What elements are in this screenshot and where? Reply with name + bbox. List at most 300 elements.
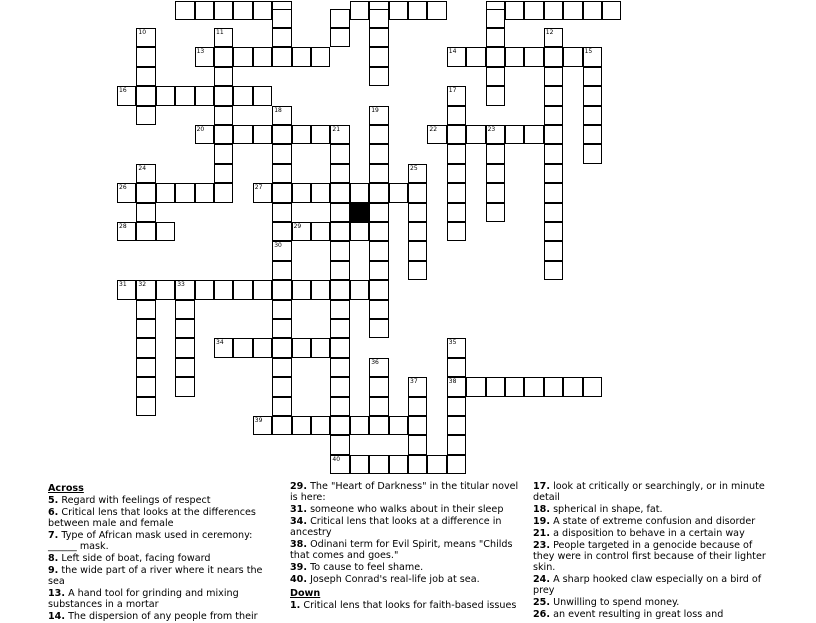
clue-item xyxy=(48,495,268,506)
grid-cell[interactable] xyxy=(330,164,349,183)
grid-cell[interactable] xyxy=(136,377,155,396)
grid-cell[interactable] xyxy=(369,261,388,280)
grid-cell[interactable] xyxy=(408,241,427,260)
grid-cell[interactable] xyxy=(156,86,175,105)
grid-cell[interactable] xyxy=(175,300,194,319)
clue-item xyxy=(533,574,773,596)
grid-cell[interactable] xyxy=(369,397,388,416)
grid-cell[interactable] xyxy=(408,397,427,416)
grid-cell[interactable] xyxy=(350,455,369,474)
clue-item xyxy=(290,562,520,573)
grid-cell[interactable] xyxy=(369,144,388,163)
clue-number: 26 xyxy=(119,184,127,192)
grid-cell[interactable] xyxy=(466,377,485,396)
grid-cell[interactable] xyxy=(408,183,427,202)
clue-item xyxy=(48,507,268,529)
grid-cell[interactable] xyxy=(505,125,524,144)
grid-cell[interactable] xyxy=(330,319,349,338)
grid-cell[interactable] xyxy=(583,67,602,86)
clue-item xyxy=(290,516,520,538)
clue-item-text: Joseph Conrad's real-life job at sea. xyxy=(310,574,480,585)
clue-item-number: 24. xyxy=(533,574,550,585)
clue-number: 17 xyxy=(448,87,457,95)
grid-cell[interactable] xyxy=(602,1,621,20)
clue-number: 36 xyxy=(371,358,379,366)
grid-cell[interactable] xyxy=(544,222,563,241)
clue-number: 25 xyxy=(410,164,418,172)
grid-cell[interactable] xyxy=(427,1,446,20)
grid-cell[interactable] xyxy=(486,86,505,105)
grid-cell[interactable] xyxy=(544,106,563,125)
clue-column-3 xyxy=(533,480,773,621)
clue-number: 28 xyxy=(119,223,127,230)
clue-item-number: 40. xyxy=(290,574,307,585)
grid-cell[interactable] xyxy=(544,1,563,20)
grid-cell[interactable] xyxy=(408,261,427,280)
clue-number: 20 xyxy=(196,126,205,133)
grid-cell[interactable] xyxy=(292,183,311,202)
grid-cell[interactable] xyxy=(253,47,272,66)
grid-cell[interactable] xyxy=(350,1,369,20)
grid-cell[interactable] xyxy=(544,67,563,86)
grid-cell[interactable] xyxy=(136,300,155,319)
grid-cell[interactable] xyxy=(272,300,291,319)
grid-cell[interactable] xyxy=(272,28,291,47)
grid-cell[interactable] xyxy=(563,47,582,66)
grid-cell[interactable] xyxy=(175,1,194,20)
clue-item xyxy=(48,611,268,622)
grid-cell[interactable] xyxy=(272,416,291,435)
grid-cell[interactable] xyxy=(175,86,194,105)
grid-cell[interactable] xyxy=(369,203,388,222)
grid-cell[interactable] xyxy=(350,280,369,299)
grid-cell[interactable] xyxy=(563,1,582,20)
clue-number: 21 xyxy=(332,126,341,133)
grid-cell[interactable] xyxy=(486,377,505,396)
clue-item-number: 14. xyxy=(48,611,65,622)
grid-cell[interactable] xyxy=(524,47,543,66)
grid-cell[interactable] xyxy=(350,183,369,202)
grid-cell[interactable] xyxy=(272,144,291,163)
grid-cell[interactable] xyxy=(544,144,563,163)
clue-column-2 xyxy=(290,480,520,612)
grid-cell[interactable] xyxy=(272,261,291,280)
grid-cell[interactable] xyxy=(330,144,349,163)
grid-cell[interactable] xyxy=(136,106,155,125)
clue-item xyxy=(533,504,773,515)
clue-heading: Down xyxy=(290,588,321,599)
clue-item-number: 9. xyxy=(48,565,59,576)
grid-cell[interactable] xyxy=(350,222,369,241)
black-square xyxy=(350,203,369,222)
grid-cell[interactable] xyxy=(214,67,233,86)
clue-number: 39 xyxy=(254,417,263,424)
grid-cell[interactable] xyxy=(311,338,330,357)
clue-item xyxy=(290,600,520,611)
clue-list xyxy=(0,480,816,620)
grid-cell[interactable] xyxy=(486,164,505,183)
clue-number: 37 xyxy=(410,378,418,386)
grid-cell[interactable] xyxy=(505,377,524,396)
grid-cell[interactable] xyxy=(408,416,427,435)
grid-cell[interactable] xyxy=(214,86,233,105)
clue-item-text: People targeted in a genocide because of they were in control first because of their lighter skin. xyxy=(533,540,766,573)
grid-cell[interactable] xyxy=(233,86,252,105)
grid-cell[interactable] xyxy=(136,222,155,241)
grid-cell[interactable] xyxy=(544,183,563,202)
grid-cell[interactable] xyxy=(175,377,194,396)
clue-item xyxy=(533,481,773,503)
grid-cell[interactable] xyxy=(408,1,427,20)
clue-item-text: look at critically or searchingly, or in minute detail xyxy=(533,481,765,503)
grid-cell[interactable] xyxy=(447,435,466,454)
grid-cell[interactable] xyxy=(524,125,543,144)
grid-cell[interactable] xyxy=(408,435,427,454)
grid-cell[interactable] xyxy=(136,203,155,222)
grid-cell[interactable] xyxy=(311,47,330,66)
grid-cell[interactable] xyxy=(486,203,505,222)
grid-cell[interactable] xyxy=(486,47,505,66)
clue-item-number: 26. xyxy=(533,609,550,620)
grid-cell[interactable] xyxy=(583,86,602,105)
clue-number: 12 xyxy=(545,29,554,36)
clue-item xyxy=(48,588,268,610)
grid-cell[interactable] xyxy=(447,358,466,377)
grid-cell[interactable] xyxy=(195,183,214,202)
grid-cell[interactable] xyxy=(272,338,291,357)
grid-cell[interactable] xyxy=(195,280,214,299)
clue-item xyxy=(48,530,268,552)
grid-cell[interactable] xyxy=(330,222,349,241)
clue-item-text: A sharp hooked claw especially on a bird of prey xyxy=(533,574,762,596)
grid-cell[interactable] xyxy=(175,319,194,338)
grid-cell[interactable] xyxy=(369,280,388,299)
clue-number: 31 xyxy=(119,281,127,289)
clue-item xyxy=(290,481,520,503)
grid-cell[interactable] xyxy=(272,9,291,28)
grid-cell[interactable] xyxy=(214,106,233,125)
grid-cell[interactable] xyxy=(389,183,408,202)
grid-cell[interactable] xyxy=(272,203,291,222)
grid-cell[interactable] xyxy=(330,280,349,299)
grid-cell[interactable] xyxy=(311,416,330,435)
grid-cell[interactable] xyxy=(369,319,388,338)
grid-cell[interactable] xyxy=(330,183,349,202)
grid-cell[interactable] xyxy=(233,125,252,144)
grid-cell[interactable] xyxy=(544,377,563,396)
grid-cell[interactable] xyxy=(272,358,291,377)
grid-cell[interactable] xyxy=(214,183,233,202)
grid-cell[interactable] xyxy=(330,261,349,280)
grid-cell[interactable] xyxy=(466,47,485,66)
clue-item-text: The dispersion of any people from their xyxy=(68,611,258,622)
grid-cell[interactable] xyxy=(486,28,505,47)
clue-number: 14 xyxy=(448,48,457,56)
grid-cell[interactable] xyxy=(524,377,543,396)
clue-item-text: A hand tool for grinding and mixing substances in a mortar xyxy=(48,588,239,610)
clue-item-text: Unwilling to spend money. xyxy=(553,597,680,608)
clue-number: 38 xyxy=(448,378,457,386)
grid-cell[interactable] xyxy=(447,416,466,435)
clue-item xyxy=(533,516,773,527)
clue-number: 30 xyxy=(274,242,282,250)
grid-cell[interactable] xyxy=(136,183,155,202)
grid-cell[interactable] xyxy=(330,28,349,47)
grid-cell[interactable] xyxy=(544,164,563,183)
clue-number: 13 xyxy=(196,48,205,56)
grid-cell[interactable] xyxy=(214,280,233,299)
grid-cell[interactable] xyxy=(544,86,563,105)
clue-number: 19 xyxy=(371,106,379,114)
grid-cell[interactable] xyxy=(272,319,291,338)
grid-cell[interactable] xyxy=(389,416,408,435)
grid-cell[interactable] xyxy=(292,280,311,299)
grid-cell[interactable] xyxy=(330,416,349,435)
grid-cell[interactable] xyxy=(175,358,194,377)
grid-cell[interactable] xyxy=(136,397,155,416)
clue-item xyxy=(533,540,773,573)
grid-cell[interactable] xyxy=(369,9,388,28)
grid-cell[interactable] xyxy=(583,144,602,163)
grid-cell[interactable] xyxy=(486,9,505,28)
clue-item-text: Odinani term for Evil Spirit, means "Childs that comes and goes." xyxy=(290,539,513,561)
clue-number: 18 xyxy=(274,106,282,114)
clue-number: 11 xyxy=(216,29,224,36)
grid-cell[interactable] xyxy=(505,1,524,20)
clue-number: 35 xyxy=(448,339,457,347)
grid-cell[interactable] xyxy=(136,86,155,105)
grid-cell[interactable] xyxy=(195,1,214,20)
clue-item-number: 38. xyxy=(290,539,307,550)
clue-item xyxy=(48,565,268,587)
grid-cell[interactable] xyxy=(214,47,233,66)
grid-cell[interactable] xyxy=(272,280,291,299)
grid-cell[interactable] xyxy=(253,280,272,299)
grid-cell[interactable] xyxy=(369,455,388,474)
grid-cell[interactable] xyxy=(486,183,505,202)
grid-cell[interactable] xyxy=(369,222,388,241)
grid-cell[interactable] xyxy=(272,183,291,202)
grid-cell[interactable] xyxy=(233,338,252,357)
clue-item-text: Left side of boat, facing foward xyxy=(61,553,211,564)
clue-item xyxy=(533,597,773,608)
clue-item-text: To cause to feel shame. xyxy=(310,562,424,573)
grid-cell[interactable] xyxy=(272,222,291,241)
clue-item-number: 25. xyxy=(533,597,550,608)
grid-cell[interactable] xyxy=(544,261,563,280)
grid-cell[interactable] xyxy=(447,222,466,241)
grid-cell[interactable] xyxy=(369,183,388,202)
grid-cell[interactable] xyxy=(233,47,252,66)
clue-item-text: A state of extreme confusion and disorder xyxy=(553,516,756,527)
clue-item xyxy=(48,553,268,564)
grid-cell[interactable] xyxy=(447,203,466,222)
grid-cell[interactable] xyxy=(253,125,272,144)
clue-number: 33 xyxy=(177,281,185,289)
grid-cell[interactable] xyxy=(214,164,233,183)
grid-cell[interactable] xyxy=(311,125,330,144)
grid-cell[interactable] xyxy=(466,125,485,144)
clue-number: 22 xyxy=(429,126,438,133)
grid-cell[interactable] xyxy=(214,144,233,163)
grid-cell[interactable] xyxy=(447,106,466,125)
grid-cell[interactable] xyxy=(544,125,563,144)
grid-cell[interactable] xyxy=(272,164,291,183)
grid-cell[interactable] xyxy=(369,241,388,260)
clue-heading: Across xyxy=(48,483,84,494)
clue-item-number: 1. xyxy=(290,600,301,611)
clue-item-number: 6. xyxy=(48,507,59,518)
clue-item-text: the wide part of a river where it nears the sea xyxy=(48,565,263,587)
grid-cell[interactable] xyxy=(486,67,505,86)
grid-cell[interactable] xyxy=(311,222,330,241)
grid-cell[interactable] xyxy=(447,183,466,202)
clue-item-number: 39. xyxy=(290,562,307,573)
grid-cell[interactable] xyxy=(544,241,563,260)
clue-item-number: 23. xyxy=(533,540,550,551)
grid-cell[interactable] xyxy=(408,222,427,241)
grid-cell[interactable] xyxy=(175,338,194,357)
grid-cell[interactable] xyxy=(136,358,155,377)
grid-cell[interactable] xyxy=(214,1,233,20)
clue-item-text: Regard with feelings of respect xyxy=(61,495,211,506)
clue-item-number: 29. xyxy=(290,481,307,492)
grid-cell[interactable] xyxy=(292,338,311,357)
clue-number: 29 xyxy=(293,223,302,230)
clue-item-number: 17. xyxy=(533,481,550,492)
grid-cell[interactable] xyxy=(505,47,524,66)
grid-cell[interactable] xyxy=(330,241,349,260)
grid-cell[interactable] xyxy=(233,280,252,299)
clue-item-text: a disposition to behave in a certain way xyxy=(553,528,745,539)
grid-cell[interactable] xyxy=(330,397,349,416)
grid-cell[interactable] xyxy=(156,222,175,241)
grid-cell[interactable] xyxy=(136,319,155,338)
clue-item xyxy=(290,539,520,561)
grid-cell[interactable] xyxy=(583,377,602,396)
grid-cell[interactable] xyxy=(233,1,252,20)
grid-cell[interactable] xyxy=(583,1,602,20)
grid-cell[interactable] xyxy=(369,377,388,396)
clue-item-number: 13. xyxy=(48,588,65,599)
grid-cell[interactable] xyxy=(447,455,466,474)
grid-cell[interactable] xyxy=(563,377,582,396)
clue-item xyxy=(290,504,520,515)
grid-cell[interactable] xyxy=(408,203,427,222)
grid-cell[interactable] xyxy=(136,338,155,357)
grid-cell[interactable] xyxy=(369,164,388,183)
clue-item-number: 18. xyxy=(533,504,550,515)
clue-item-text: Critical lens that looks for faith-based issues xyxy=(303,600,517,611)
clue-item-text: spherical in shape, fat. xyxy=(553,504,663,515)
clue-column-1 xyxy=(48,480,268,623)
grid-cell[interactable] xyxy=(214,125,233,144)
clue-item xyxy=(290,574,520,585)
grid-cell[interactable] xyxy=(369,47,388,66)
grid-cell[interactable] xyxy=(583,125,602,144)
grid-cell[interactable] xyxy=(330,9,349,28)
grid-cell[interactable] xyxy=(350,416,369,435)
grid-cell[interactable] xyxy=(253,86,272,105)
grid-cell[interactable] xyxy=(292,125,311,144)
clue-item-text: Type of African mask used in ceremony: ______ mask. xyxy=(48,530,253,552)
grid-cell[interactable] xyxy=(447,397,466,416)
clue-number: 10 xyxy=(138,29,147,36)
clue-item-number: 19. xyxy=(533,516,550,527)
grid-cell[interactable] xyxy=(272,47,291,66)
clue-item-text: Critical lens that looks at a difference in ancestry xyxy=(290,516,502,538)
clue-number: 23 xyxy=(487,126,496,133)
clue-item-number: 7. xyxy=(48,530,59,541)
grid-cell[interactable] xyxy=(369,67,388,86)
grid-cell[interactable] xyxy=(175,183,194,202)
grid-cell[interactable] xyxy=(330,338,349,357)
grid-cell[interactable] xyxy=(369,300,388,319)
clue-number: 40 xyxy=(332,455,341,463)
grid-cell[interactable] xyxy=(369,28,388,47)
grid-cell[interactable] xyxy=(369,125,388,144)
clue-number: 32 xyxy=(138,281,147,289)
clue-number: 15 xyxy=(584,48,593,56)
grid-cell[interactable] xyxy=(156,280,175,299)
clue-number: 27 xyxy=(254,184,263,192)
grid-cell[interactable] xyxy=(330,435,349,454)
clue-item-text: someone who walks about in their sleep xyxy=(310,504,504,515)
grid-cell[interactable] xyxy=(389,1,408,20)
grid-cell[interactable] xyxy=(369,416,388,435)
grid-cell[interactable] xyxy=(544,203,563,222)
grid-cell[interactable] xyxy=(427,455,446,474)
grid-cell[interactable] xyxy=(330,377,349,396)
grid-cell[interactable] xyxy=(447,144,466,163)
grid-cell[interactable] xyxy=(486,144,505,163)
clue-item-number: 31. xyxy=(290,504,307,515)
clue-number: 24 xyxy=(138,164,147,172)
grid-cell[interactable] xyxy=(311,280,330,299)
grid-cell[interactable] xyxy=(544,47,563,66)
grid-cell[interactable] xyxy=(330,358,349,377)
grid-cell[interactable] xyxy=(156,183,175,202)
grid-cell[interactable] xyxy=(292,416,311,435)
clue-item-number: 8. xyxy=(48,553,59,564)
clue-item-text: The "Heart of Darkness" in the titular novel is here: xyxy=(290,481,519,503)
grid-cell[interactable] xyxy=(253,338,272,357)
grid-cell[interactable] xyxy=(447,125,466,144)
clue-number: 16 xyxy=(119,87,127,95)
grid-cell[interactable] xyxy=(583,106,602,125)
grid-cell[interactable] xyxy=(447,164,466,183)
grid-cell[interactable] xyxy=(408,455,427,474)
grid-cell[interactable] xyxy=(292,47,311,66)
grid-cell[interactable] xyxy=(272,377,291,396)
grid-cell[interactable] xyxy=(136,67,155,86)
grid-cell[interactable] xyxy=(524,1,543,20)
grid-cell[interactable] xyxy=(195,86,214,105)
grid-cell[interactable] xyxy=(389,455,408,474)
clue-item-number: 5. xyxy=(48,495,59,506)
grid-cell[interactable] xyxy=(272,125,291,144)
clue-item-number: 34. xyxy=(290,516,307,527)
grid-cell[interactable] xyxy=(330,300,349,319)
grid-cell[interactable] xyxy=(136,47,155,66)
grid-cell[interactable] xyxy=(272,397,291,416)
clue-item-number: 21. xyxy=(533,528,550,539)
grid-cell[interactable] xyxy=(330,203,349,222)
grid-cell[interactable] xyxy=(311,183,330,202)
grid-cell[interactable] xyxy=(253,1,272,20)
clue-item-text: an event resulting in great loss and xyxy=(553,609,724,620)
clue-item xyxy=(533,609,773,620)
